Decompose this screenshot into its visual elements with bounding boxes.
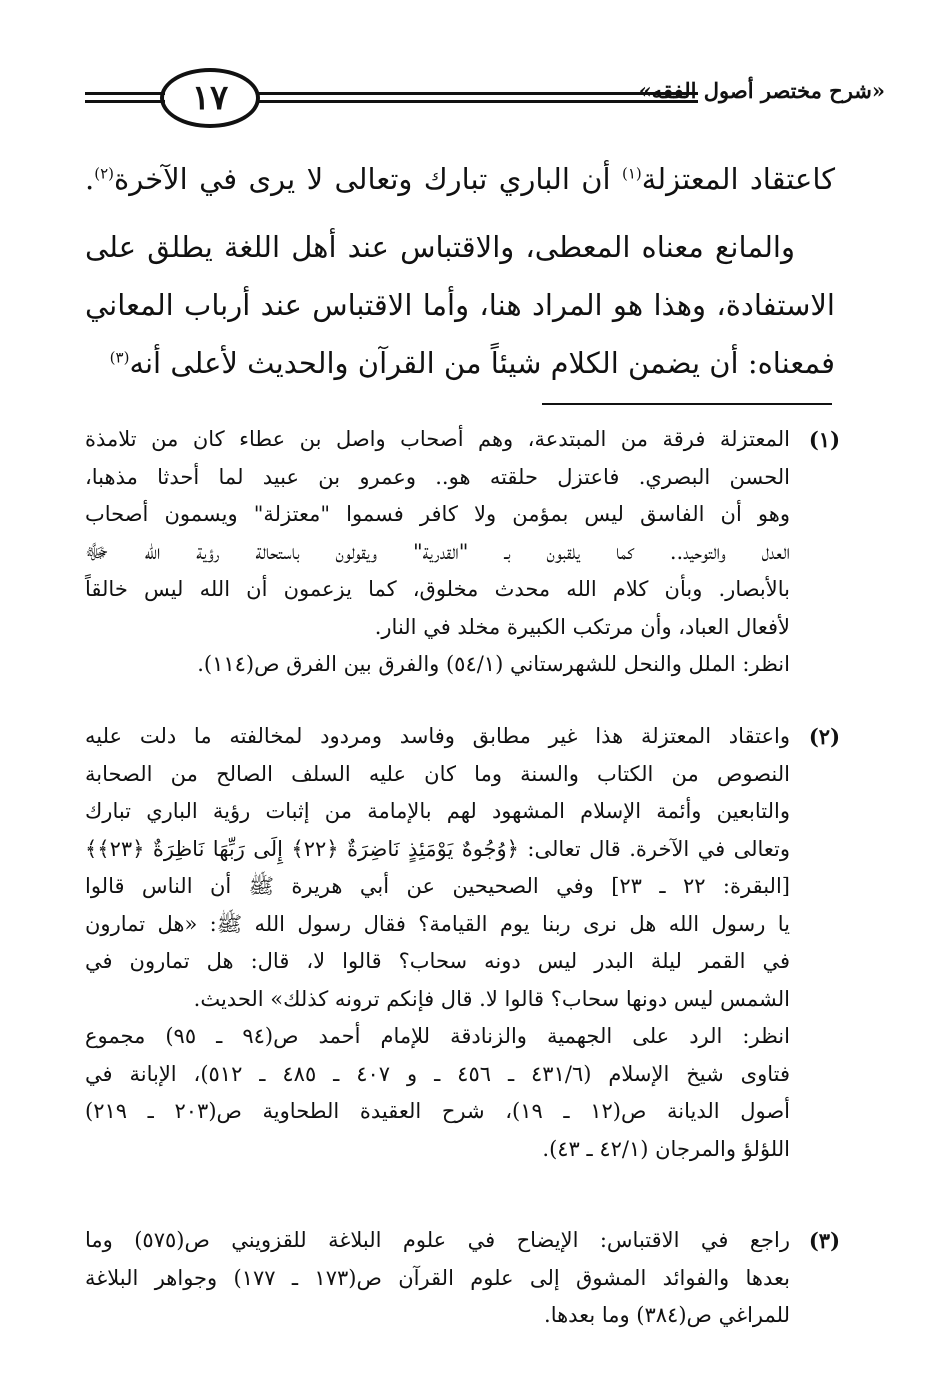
header-rule: [85, 100, 165, 103]
main-line: [85, 334, 835, 392]
footnote-line: انظر: الملل والنحل للشهرستاني (٥٤/١) والفرق بين الفرق ص(١١٤).: [197, 652, 790, 676]
main-line-segment: أن الباري تبارك وتعالى لا يرى في الآخرة: [114, 162, 611, 196]
footnote-number: (١): [808, 427, 840, 452]
main-line-segment: فمعناه: أن يضمن الكلام شيئاً من القرآن والحديث لأعلى أنه: [129, 346, 835, 380]
footnote-line: وتعالى في الآخرة. قال تعالى: ﴿وُجُوهٌ يَوْمَئِذٍ نَاضِرَةٌ ﴿٢٢﴾ إِلَى رَبِّهَا نَاظِرَةٌ ﴿٢٣﴾﴾: [85, 836, 790, 861]
main-line: الاستفادة، وهذا هو المراد هنا، وأما الاقتباس عند أرباب المعاني: [85, 288, 835, 322]
footnote-ref: (١): [621, 164, 642, 183]
footnote-line: النصوص من الكتاب والسنة وما كان عليه السلف الصالح من الصحابة: [85, 761, 790, 786]
footnote-line: في القمر ليلة البدر ليس دونه سحاب؟ قالوا لا، قال: هل تمارون في: [85, 949, 790, 973]
main-line-segment: كاعتقاد المعتزلة: [641, 162, 835, 196]
running-title: «شرح مختصر أصول الفقه»: [638, 78, 885, 103]
main-text: [85, 150, 835, 392]
footnote-separator: [542, 403, 832, 405]
footnote-line: والتابعين وأئمة الإسلام المشهود لهم بالإمامة من إثبات رؤية الباري تبارك: [85, 799, 790, 823]
page-number: ١٧: [160, 68, 260, 128]
footnote-line: الحسن البصري. فاعتزل حلقته هو.. وعمرو بن عبيد لما أحدثا مذهبا،: [85, 464, 790, 489]
footnote-line: بعدها والفوائد المشوق إلى علوم القرآن ص(١٧٣ ـ ١٧٧) وجواهر البلاغة: [85, 1265, 790, 1290]
footnote-3: [85, 1222, 840, 1335]
footnote-line: راجع في الاقتباس: الإيضاح في علوم البلاغة للقزويني ص(٥٧٥) وما: [85, 1228, 791, 1252]
header-rule: [258, 100, 698, 103]
page-header: [85, 62, 885, 138]
footnote-line: بالأبصار. وبأن كلام الله محدث مخلوق، كما يزعمون أن الله ليس خالقاً: [85, 577, 790, 601]
footnote-line: العدل والتوحيد.. كما يلقبون بـ "القدرية" ويقولون باستحالة رؤية الله ﷻ: [85, 539, 790, 564]
footnote-line: للمراغي ص(٣٨٤) وما بعدها.: [544, 1303, 790, 1327]
footnote-line: انظر: الرد على الجهمية والزنادقة للإمام أحمد ص(٩٤ ـ ٩٥) مجموع: [85, 1024, 790, 1048]
footnote-number: (٣): [808, 1228, 840, 1253]
footnote-line: فتاوى شيخ الإسلام (٤٣١/٦ ـ ٤٥٦ ـ و ٤٠٧ ـ ٤٨٥ ـ ٥١٢)، الإبانة في: [85, 1061, 790, 1086]
sentence-end: .: [85, 162, 95, 196]
footnote-line: الشمس ليس دونها سحاب؟ قالوا لا. قال فإنكم ترونه كذلك» الحديث.: [193, 986, 790, 1011]
footnote-line: [البقرة: ٢٢ ـ ٢٣] وفي الصحيحين عن أبي هريرة ﷺ أن الناس قالوا: [85, 874, 790, 898]
header-rule: [85, 92, 165, 95]
footnote-ref: (٢): [94, 164, 114, 183]
main-line: والمانع معناه المعطى، والاقتباس عند أهل اللغة يطلق على: [85, 230, 795, 264]
header-rule: [258, 92, 698, 95]
footnote-line: أصول الديانة ص(١٢ ـ ١٩)، شرح العقيدة الطحاوية ص(٢٠٣ ـ ٢١٩): [85, 1099, 790, 1123]
footnote-1: [85, 421, 840, 684]
footnote-line: لأفعال العباد، وأن مرتكب الكبيرة مخلد في النار.: [374, 614, 790, 639]
footnote-line: واعتقاد المعتزلة هذا غير مطابق وفاسد ومردود لمخالفته ما دلت عليه: [85, 724, 790, 748]
footnote-line: يا رسول الله هل نرى ربنا يوم القيامة؟ فقال رسول الله ﷺ: «هل تمارون: [85, 911, 790, 936]
footnote-2: [85, 718, 840, 1168]
footnote-line: المعتزلة فرقة من المبتدعة، وهم أصحاب واصل بن عطاء كان من تلامذة: [85, 427, 790, 451]
footnote-line: وهو أن الفاسق ليس بمؤمن ولا كافر فسموا "معتزلة" ويسمون أصحاب: [85, 502, 790, 526]
footnote-ref: (٣): [109, 348, 130, 367]
footnote-number: (٢): [808, 724, 840, 749]
main-line: [85, 150, 835, 208]
footnote-line: اللؤلؤ والمرجان (٤٢/١ ـ ٤٣).: [542, 1136, 790, 1161]
